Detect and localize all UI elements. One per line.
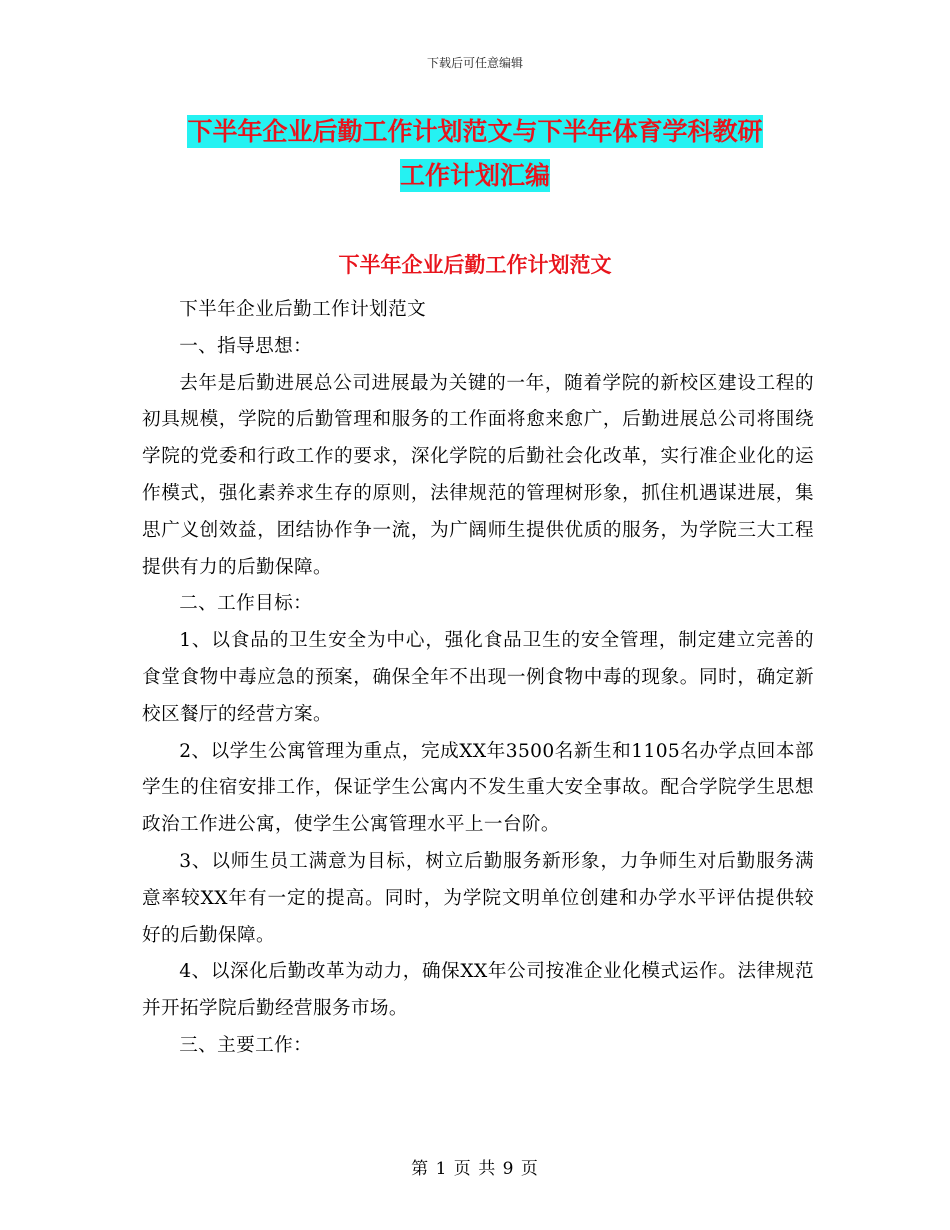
paragraph: 去年是后勤进展总公司进展最为关键的一年，随着学院的新校区建设工程的初具规模，学院的后勤管理和服务的工作面将愈来愈广，后勤进展总公司将围绕学院的党委和行政工作的要求，深化学院的后勤社会化改革，实行准企业化的运作模式，强化素养求生存的原则，法律规范的管理树形象，抓住机遇谋进展，集思广义创效益，团结协作争一流，为广阔师生提供优质的服务，为学院三大工程提供有力的后勤保障。 bbox=[142, 372, 814, 578]
paragraph: 2、以学生公寓管理为重点，完成XX年3500名新生和1105名办学点回本部学生的住宿安排工作，保证学生公寓内不发生重大安全事故。配合学院学生思想政治工作进公寓，使学生公寓管理水平上一台阶。 bbox=[142, 740, 814, 836]
paragraph: 下半年企业后勤工作计划范文 bbox=[179, 299, 427, 320]
paragraph: 1、以食品的卫生安全为中心，强化食品卫生的安全管理，制定建立完善的食堂食物中毒应急的预案，确保全年不出现一例食物中毒的现象。同时，确定新校区餐厅的经营方案。 bbox=[142, 630, 814, 725]
page-header-note: 下载后可任意编辑 bbox=[426, 56, 523, 70]
paragraph: 三、主要工作： bbox=[179, 1034, 313, 1056]
paragraph: 3、以师生员工满意为目标，树立后勤服务新形象，力争师生对后勤服务满意率较XX年有一定的提高。同时，为学院文明单位创建和办学水平评估提供较好的后勤保障。 bbox=[142, 850, 814, 946]
document-body bbox=[142, 292, 814, 1065]
paragraph: 4、以深化后勤改革为动力，确保XX年公司按准企业化模式运作。法律规范并开拓学院后勤经营服务市场。 bbox=[142, 961, 814, 1020]
page-footer: 第 1 页 共 9 页 bbox=[411, 1159, 539, 1179]
paragraph: 二、工作目标： bbox=[179, 593, 313, 615]
document-title-line-1: 下半年企业后勤工作计划范文与下半年体育学科教研 bbox=[187, 117, 763, 146]
document-title-line-2: 工作计划汇编 bbox=[399, 161, 550, 190]
paragraph: 一、指导思想： bbox=[179, 335, 313, 357]
section-title: 下半年企业后勤工作计划范文 bbox=[338, 253, 612, 277]
